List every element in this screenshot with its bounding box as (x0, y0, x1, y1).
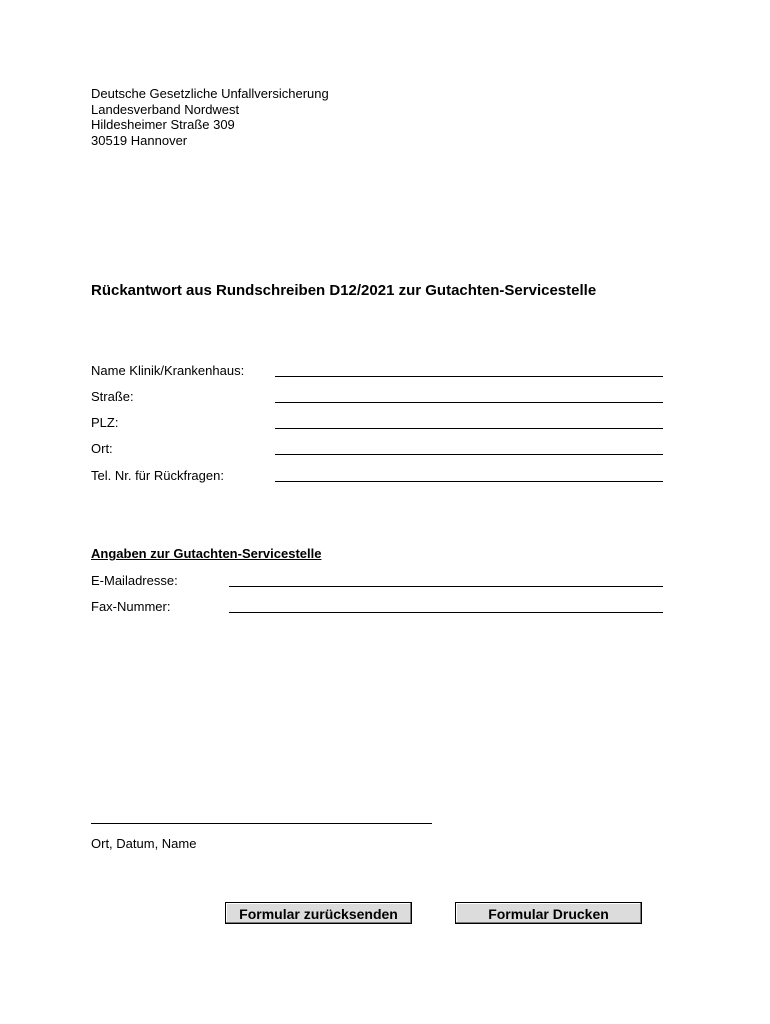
address-line: Hildesheimer Straße 309 (91, 117, 235, 132)
street-label: Straße: (91, 389, 134, 404)
form-title: Rückantwort aus Rundschreiben D12/2021 zur Gutachten-Servicestelle (91, 282, 597, 299)
service-section-heading: Angaben zur Gutachten-Servicestelle (91, 546, 322, 561)
submit-form-button[interactable]: Formular zurücksenden (225, 902, 412, 924)
postal-code-field[interactable] (275, 428, 663, 429)
email-field[interactable] (229, 586, 663, 587)
address-line: Landesverband Nordwest (91, 101, 240, 117)
fax-label: Fax-Nummer: (91, 599, 171, 614)
city-label: Ort: (91, 441, 113, 456)
postal-code-label: PLZ: (91, 415, 119, 430)
phone-field[interactable] (275, 481, 663, 482)
print-form-button[interactable]: Formular Drucken (455, 902, 642, 924)
email-label: E-Mailadresse: (91, 573, 178, 588)
signature-field[interactable] (91, 823, 432, 824)
clinic-name-label: Name Klinik/Krankenhaus: (91, 363, 245, 378)
phone-label: Tel. Nr. für Rückfragen: (91, 468, 224, 483)
address-line: 30519 Hannover (91, 132, 188, 148)
street-field[interactable] (275, 402, 663, 403)
clinic-name-field[interactable] (275, 376, 663, 377)
city-field[interactable] (275, 454, 663, 455)
signature-label: Ort, Datum, Name (91, 836, 197, 851)
fax-field[interactable] (229, 612, 663, 613)
recipient-address (91, 86, 329, 148)
address-line: Deutsche Gesetzliche Unfallversicherung (91, 86, 329, 101)
